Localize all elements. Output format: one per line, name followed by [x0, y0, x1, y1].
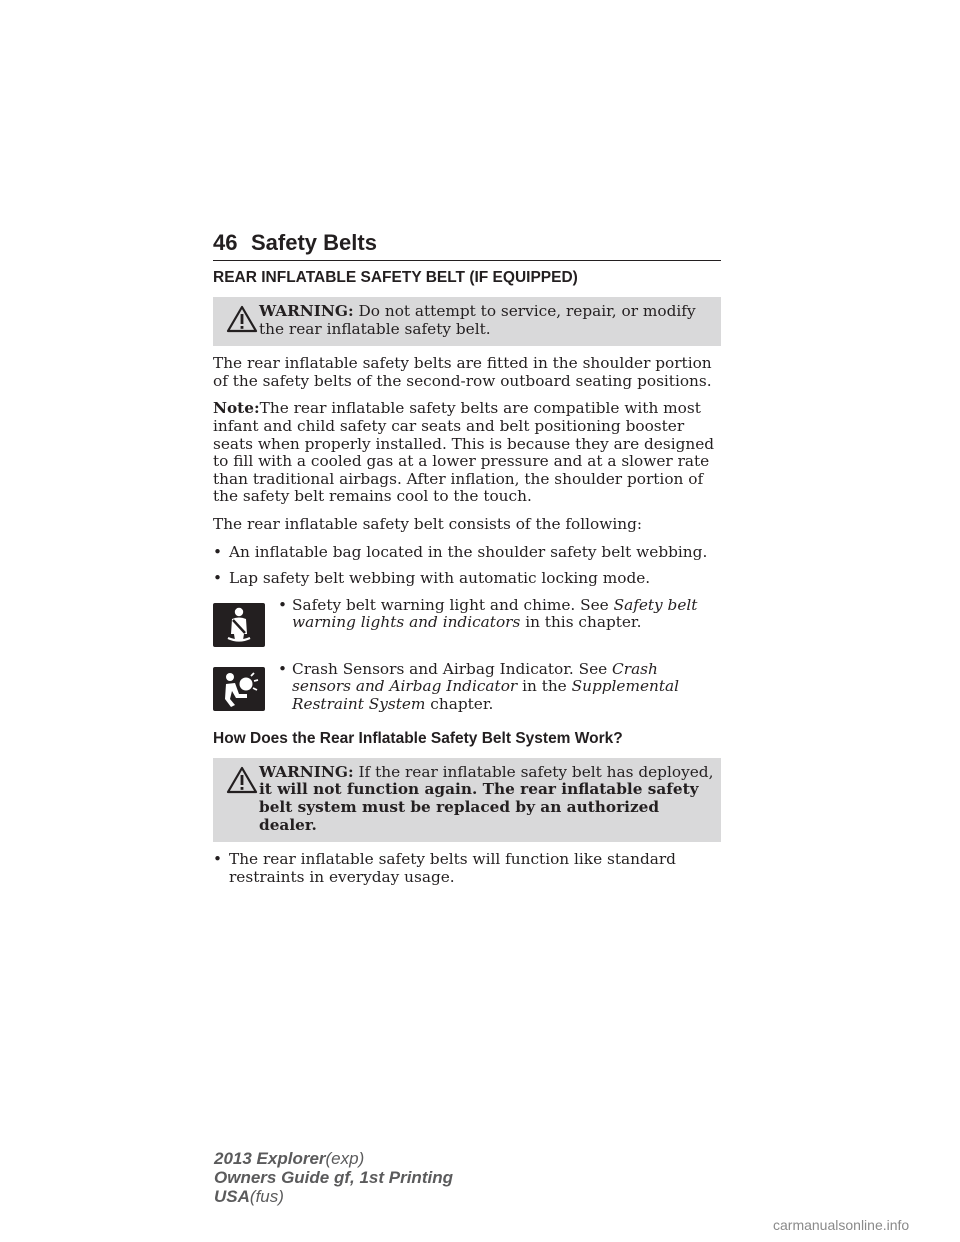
- item-text: Crash Sensors and Airbag Indicator. See: [292, 659, 613, 678]
- heading-rear-inflatable-belt: REAR INFLATABLE SAFETY BELT (IF EQUIPPED): [213, 269, 578, 286]
- item-text: in the: [517, 677, 572, 696]
- warning-text: Do not attempt to service, repair, or modify the rear inflatable safety belt.: [259, 302, 696, 338]
- section-title: Safety Belts: [251, 230, 377, 255]
- cross-reference-chapter: Supplemental Restraint System: [292, 677, 680, 713]
- warning-box-deployed: [213, 758, 721, 842]
- bullet-dot: •: [213, 569, 223, 588]
- warning-label: WARNING:: [259, 302, 354, 320]
- list-item: [213, 544, 721, 562]
- safety-belt-warning-icon: [213, 603, 265, 647]
- footer-guide: Owners Guide gf, 1st Printing: [214, 1168, 453, 1187]
- list-item-safety-belt-warning: [213, 597, 721, 653]
- warning-triangle-icon: [226, 766, 258, 794]
- item-text: Safety belt warning light and chime. See: [292, 595, 614, 614]
- paragraph-consists: The rear inflatable safety belt consists of the following:: [213, 514, 643, 533]
- warning-label: WARNING:: [259, 762, 354, 781]
- list-item-text: Lap safety belt webbing with automatic locking mode.: [229, 569, 651, 588]
- heading-how-it-works: How Does the Rear Inflatable Safety Belt System Work?: [213, 729, 623, 747]
- list-item-text: The rear inflatable safety belts will function like standard restraints in everyday usage.: [229, 850, 676, 886]
- footer-model-code: (exp): [325, 1149, 365, 1168]
- list-item: [213, 570, 721, 588]
- item-text: in this chapter.: [520, 613, 642, 632]
- note-label: Note:: [213, 399, 260, 418]
- page-header: [213, 232, 721, 261]
- paragraph-fitting: The rear inflatable safety belts are fitted in the shoulder portion of the safety belts of the second-row outboard seating positions.: [213, 354, 712, 390]
- footer-model: 2013 Explorer: [214, 1149, 326, 1168]
- item-text: chapter.: [425, 694, 494, 713]
- cross-reference: Safety belt warning lights and indicators: [292, 595, 698, 632]
- note-text: The rear inflatable safety belts are compatible with most infant and child safety car seats and belt positioning booster seats when properly installed. This is because they are designed to fill with a cooled gas at a lower pressure and at a slower rate than traditional airbags. After inflation, the shoulder portion of the safety belt remains cool to the touch.: [213, 399, 715, 506]
- watermark: carmanualsonline.info: [773, 1217, 910, 1233]
- bullet-dot: •: [213, 542, 223, 561]
- bullet-dot: •: [213, 850, 223, 869]
- footer-market: USA: [214, 1187, 250, 1206]
- paragraph-note: [213, 400, 721, 506]
- warning-text: If the rear inflatable safety belt has deployed,: [358, 762, 714, 781]
- list-item: [213, 851, 721, 886]
- page-content: [213, 268, 721, 895]
- page-number: 46: [213, 230, 238, 255]
- list-item-text: An inflatable bag located in the shoulder safety belt webbing.: [229, 542, 708, 561]
- airbag-indicator-icon: [213, 667, 265, 711]
- warning-triangle-icon: [226, 305, 258, 333]
- warning-box-service: [213, 297, 721, 346]
- cross-reference: Crash sensors and Airbag Indicator: [292, 659, 658, 696]
- bullet-dot: •: [278, 659, 288, 678]
- bullet-dot: •: [278, 595, 288, 614]
- list-item-airbag-indicator: [213, 661, 721, 721]
- footer-market-code: (fus): [249, 1187, 284, 1206]
- document-footer: [214, 1149, 453, 1206]
- warning-emphasis: it will not function again. The rear inflatable safety belt system must be replaced by an authorized dealer.: [259, 780, 699, 834]
